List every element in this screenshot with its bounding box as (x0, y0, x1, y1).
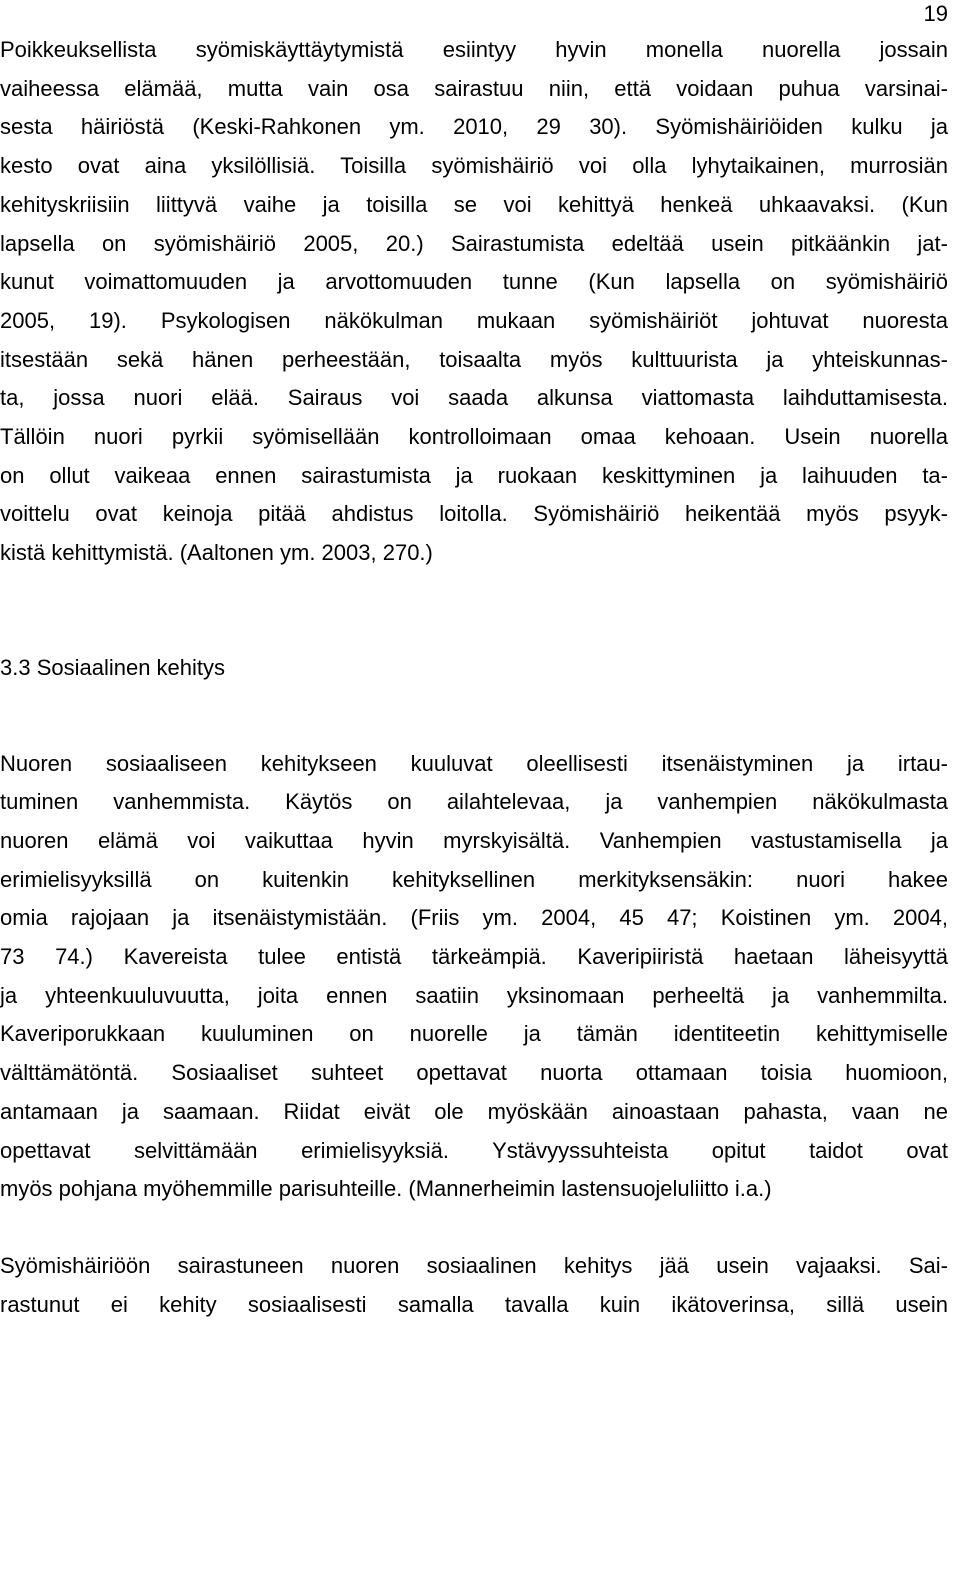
text-line: sesta häiriöstä (Keski-Rahkonen ym. 2010, 29 30). Syömishäiriöiden kulku ja (0, 114, 948, 140)
paragraph-eating-disorders (0, 31, 948, 573)
text-line: opettavat selvittämään erimielisyyksiä. Ystävyyssuhteista opitut taidot ovat (0, 1137, 948, 1163)
text-line: lapsella on syömishäiriö 2005, 20.) Sairastumista edeltää usein pitkäänkin jat- (0, 230, 948, 256)
spacer (0, 688, 948, 745)
text-line: erimielisyyksillä on kuitenkin kehityksellinen merkityksensäkin: nuori hakee (0, 866, 948, 892)
text-line: Kaveriporukkaan kuuluminen on nuorelle ja tämän identiteetin kehittymiselle (0, 1021, 948, 1047)
text-line: Syömishäiriöön sairastuneen nuoren sosiaalinen kehitys jää usein vajaaksi. Sai- (0, 1252, 948, 1278)
text-line: kesto ovat aina yksilöllisiä. Toisilla syömishäiriö voi olla lyhytaikainen, murrosiän (0, 153, 948, 179)
text-line: tuminen vanhemmista. Käytös on ailahtelevaa, ja vanhempien näkökulmasta (0, 789, 948, 815)
spacer (0, 1209, 948, 1247)
text-line: Nuoren sosiaaliseen kehitykseen kuuluvat oleellisesti itsenäistyminen ja irtau- (0, 750, 948, 776)
section-heading: 3.3 Sosiaalinen kehitys (0, 654, 226, 680)
text-line: antamaan ja saamaan. Riidat eivät ole myöskään ainoastaan pahasta, vaan ne (0, 1098, 948, 1124)
text-line: välttämätöntä. Sosiaaliset suhteet opettavat nuorta ottamaan toisia huomioon, (0, 1060, 948, 1086)
text-line: myös pohjana myöhemmille parisuhteille. (Mannerheimin lastensuojeluliitto i.a.) (0, 1176, 772, 1202)
text-line: kehityskriisiin liittyvä vaihe ja toisilla se voi kehittyä henkeä uhkaavaksi. (Kun (0, 191, 948, 217)
text-line: nuoren elämä voi vaikuttaa hyvin myrskyisältä. Vanhempien vastustamisella ja (0, 827, 948, 853)
text-line: kistä kehittymistä. (Aaltonen ym. 2003, 270.) (0, 540, 433, 566)
text-line: Tällöin nuori pyrkii syömisellään kontrolloimaan omaa kehoaan. Usein nuorella (0, 424, 948, 450)
text-line: omia rajojaan ja itsenäistymistään. (Friis ym. 2004, 45 47; Koistinen ym. 2004, (0, 905, 948, 931)
text-line: ta, jossa nuori elää. Sairaus voi saada alkunsa viattomasta laihduttamisesta. (0, 385, 948, 411)
text-line: rastunut ei kehity sosiaalisesti samalla tavalla kuin ikätoverinsa, sillä usein (0, 1291, 948, 1317)
spacer (0, 573, 948, 649)
page-number: 19 (923, 1, 948, 26)
text-line: Poikkeuksellista syömiskäyttäytymistä esiintyy hyvin monella nuorella jossain (0, 37, 948, 62)
document-body (0, 31, 948, 1324)
text-line: ja yhteenkuuluvuutta, joita ennen saatiin yksinomaan perheeltä ja vanhemmilta. (0, 982, 948, 1008)
text-line: 2005, 19). Psykologisen näkökulman mukaan syömishäiriöt johtuvat nuoresta (0, 307, 948, 333)
text-line: voittelu ovat keinoja pitää ahdistus loitolla. Syömishäiriö heikentää myös psyyk- (0, 501, 948, 527)
text-line: 73 74.) Kavereista tulee entistä tärkeämpiä. Kaveripiiristä haetaan läheisyyttä (0, 944, 948, 970)
text-line: kunut voimattomuuden ja arvottomuuden tunne (Kun lapsella on syömishäiriö (0, 269, 948, 295)
paragraph-social-development (0, 745, 948, 1209)
text-line: itsestään sekä hänen perheestään, toisaalta myös kulttuurista ja yhteiskunnas- (0, 346, 948, 372)
text-line: on ollut vaikeaa ennen sairastumista ja ruokaan keskittyminen ja laihuuden ta- (0, 462, 948, 488)
paragraph-social-development-disorder (0, 1247, 948, 1324)
text-line: vaiheessa elämää, mutta vain osa sairastuu niin, että voidaan puhua varsinai- (0, 75, 948, 101)
